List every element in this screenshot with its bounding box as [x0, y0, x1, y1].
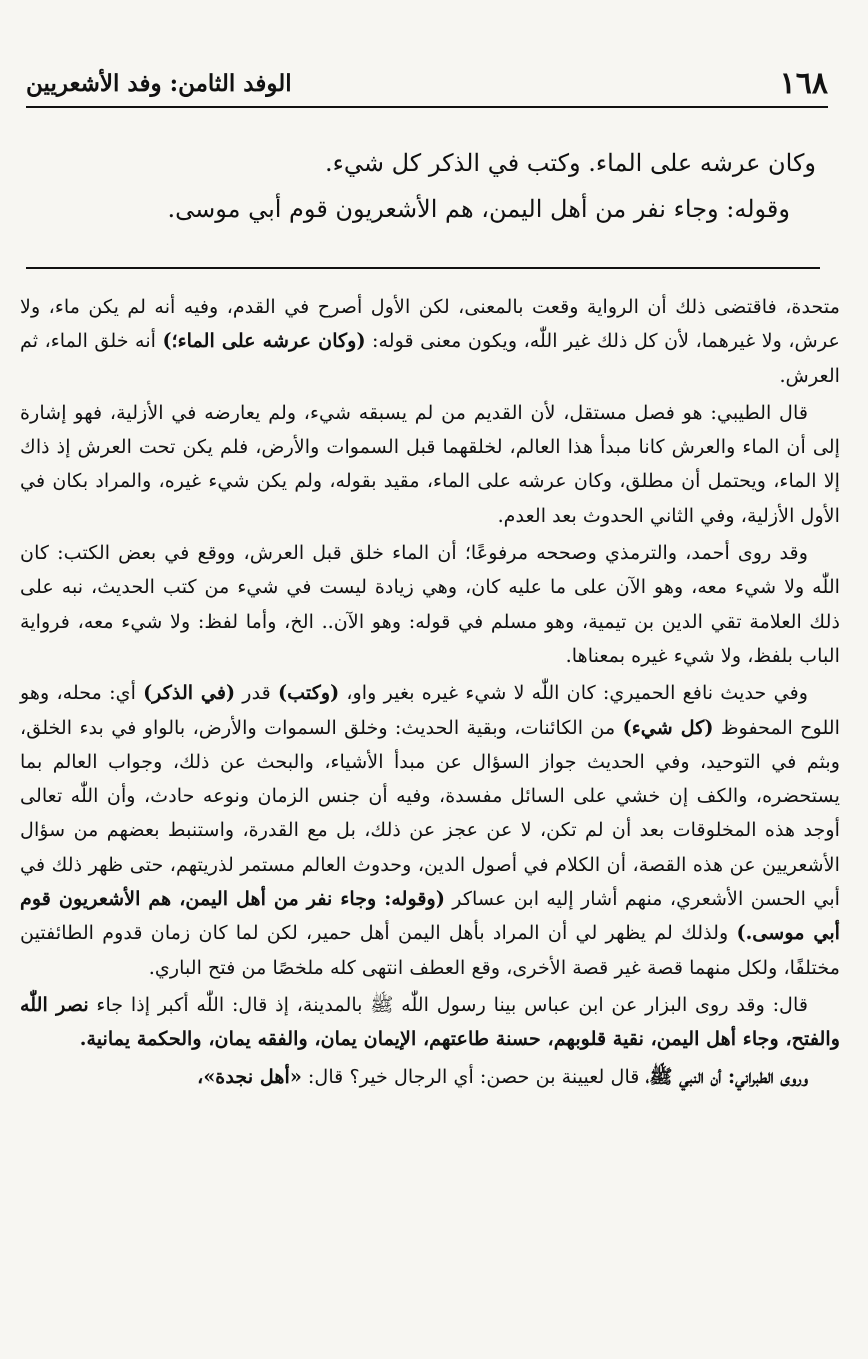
commentary-text: قال لعيينة بن حصن: أي الرجال خير؟ قال:: [301, 1064, 646, 1088]
commentary-paragraph: [20, 988, 840, 1057]
commentary-text: أي: محله، وهو اللوح المحفوظ: [20, 681, 840, 739]
commentary-bold-text: (وقوله: وجاء نفر من أهل اليمن، هم الأشعريون قوم أبي موسى.): [20, 887, 840, 945]
commentary-bold-text: نصر اللّٰه والفتح، وجاء أهل اليمن، نقية قلوبهم، حسنة طاعتهم، الإيمان يمان، والفقه يمان، والحكمة يمانية.: [20, 992, 840, 1051]
footnote-separator: [26, 267, 820, 269]
hadith-line: وكان عرشه على الماء. وكتب في الذكر كل شيء.: [324, 149, 816, 177]
commentary-bold-text: (وكتب): [277, 681, 340, 705]
commentary-text: قال: وقد روى البزار عن ابن عباس بينا رسول اللّٰه ﷺ بالمدينة، إذ قال: اللّٰه أكبر إذا جاء: [88, 992, 808, 1016]
commentary-text: أنه خلق الماء، ثم العرش.: [20, 329, 840, 387]
commentary-paragraph: [20, 536, 840, 673]
commentary-text: وقد روى أحمد، والترمذي وصححه مرفوعًا؛ أن الماء خلق قبل العرش، ووقع في بعض الكتب: كان اللّٰه ولا شيء معه، وهو الآن على ما عليه كان، وهي زيادة ليست في شيء من كتب الحديث، نبه على ذلك العلامة تقي الدين بن تيمية، وهو مسلم في قوله: وهو الآن.. الخ، وأما لفظ: ولا شيء معه، فرواية الباب بلفظ، ولا شيء غيره بمعناها.: [20, 541, 840, 667]
commentary-bold-text: وروى الطبراني: أن النبي ﷺ،: [645, 1064, 808, 1088]
commentary-text: قدر: [235, 681, 278, 705]
page-number: ١٦٨: [779, 65, 828, 101]
commentary-bold-text: «أهل نجدة»،: [197, 1064, 302, 1088]
commentary-bold-text: (وكان عرشه على الماء؛): [162, 329, 366, 353]
commentary-text: متحدة، فاقتضى ذلك أن الرواية وقعت بالمعنى، لكن الأول أصرح في القدم، وفيه أنه لم يكن ماء، ولا عرش، ولا غيرهما، لأن كل ذلك غير اللّٰه، ويكون معنى قوله:: [20, 295, 841, 353]
page-header: [26, 60, 828, 108]
commentary-text: ولذلك لم يظهر لي أن المراد بأهل اليمن أهل حمير، لكن لما كان زمان قدوم الطائفتين مختلفًا، ولكل منهما قصة غير قصة الأخرى، وقع العطف انتهى كله ملخصًا من فتح الباري.: [20, 921, 840, 979]
commentary-paragraph: [20, 676, 840, 985]
commentary-text: قال الطيبي: هو فصل مستقل، لأن القديم من لم يسبقه شيء، ولم يعارضه في الأزلية، فهو إشارة إلى أن الماء والعرش كانا مبدأ هذا العالم، لخلقهما قبل السموات والأرض، فلم يكن تحت العرش إذ ذاك إلا الماء، ويحتمل أن مطلق، وكان عرشه على الماء، مقيد بقوله، ولم يكن شيء غيره، والمراد بكان في الأول الأزلية، وفي الثاني الحدوث بعد العدم.: [20, 400, 840, 527]
commentary-body: [20, 290, 840, 1097]
commentary-text: وفي حديث نافع الحميري: كان اللّٰه لا شيء غيره بغير واو،: [339, 681, 809, 705]
commentary-bold-text: (في الذكر): [143, 681, 236, 705]
commentary-paragraph: [20, 396, 840, 533]
commentary-bold-text: (كل شيء): [622, 715, 714, 739]
commentary-paragraph: [20, 290, 840, 393]
hadith-line: وقوله: وجاء نفر من أهل اليمن، هم الأشعريون قوم أبي موسى.: [167, 195, 790, 223]
commentary-paragraph: [20, 1060, 840, 1094]
running-title: الوفد الثامن: وفد الأشعريين: [26, 69, 292, 97]
hadith-text: [60, 140, 816, 232]
commentary-text: من الكائنات، وبقية الحديث: وخلق السموات والأرض، بالواو في بدء الخلق، وبثم في التوحيد، وفي الحديث جواز السؤال عن مبدأ الأشياء، والبحث عن ذلك، وجواب العالم بما يستحضره، والكف إن خشي على السائل مفسدة، وفيه أن جنس الزمان ونوعه حادث، وأن اللّٰه تعالى أوجد هذه المخلوقات بعد أن لم تكن، لا عن عجز عن ذلك، بل مع القدرة، واستنبط بعضهم من سؤال الأشعريين عن هذه القصة، أن الكلام في أصول الدين، وحدوث العالم مستمر لذريتهم، حتى ظهر ذلك في أبي الحسن الأشعري، منهم أشار إليه ابن عساكر: [20, 715, 840, 911]
